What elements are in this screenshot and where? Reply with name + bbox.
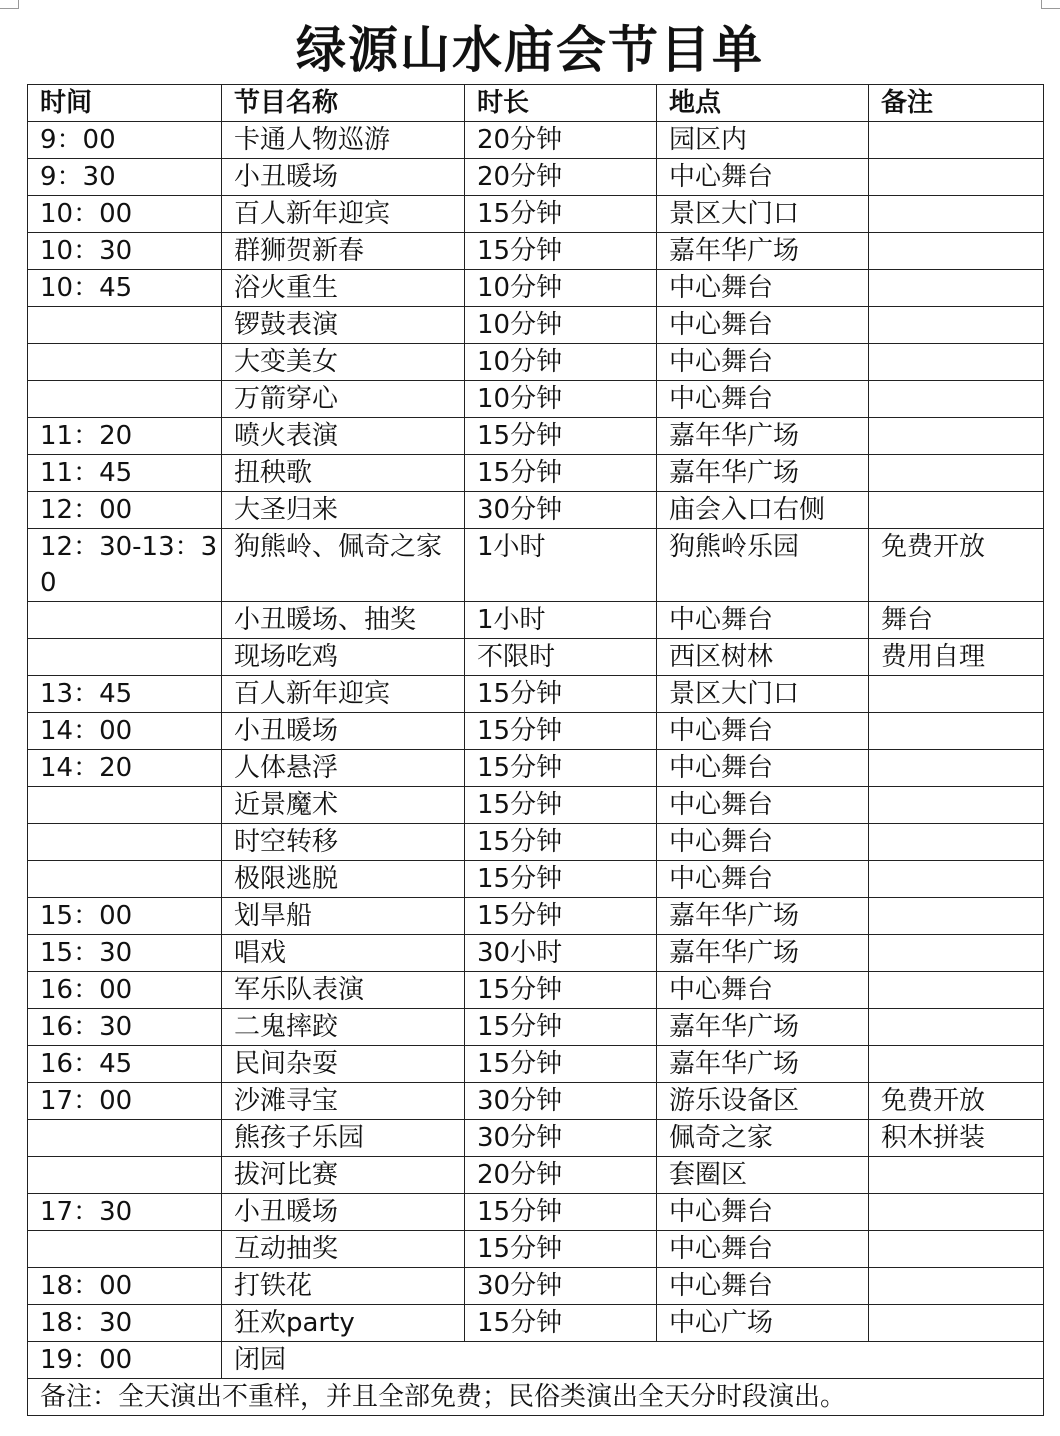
row-note (869, 1194, 1044, 1231)
row-place: 中心舞台 (657, 972, 869, 1009)
row-time: 15：30 (28, 935, 222, 972)
row-place: 狗熊岭乐园 (657, 529, 869, 602)
row-duration: 30分钟 (465, 1120, 657, 1157)
row-place: 嘉年华广场 (657, 233, 869, 270)
row-time (28, 307, 222, 344)
row-program-name: 喷火表演 (222, 418, 465, 455)
row-program-name: 大圣归来 (222, 492, 465, 529)
row-note (869, 381, 1044, 418)
row-time: 14：00 (28, 713, 222, 750)
closing-time: 19：00 (28, 1342, 222, 1379)
row-program-name: 狗熊岭、佩奇之家 (222, 529, 465, 602)
row-place: 中心舞台 (657, 1231, 869, 1268)
row-program-name: 小丑暖场 (222, 159, 465, 196)
table-row (28, 418, 1044, 455)
table-row (28, 861, 1044, 898)
row-place: 中心舞台 (657, 270, 869, 307)
row-time: 15：00 (28, 898, 222, 935)
table-row (28, 270, 1044, 307)
row-place: 中心舞台 (657, 713, 869, 750)
row-time: 9：00 (28, 122, 222, 159)
row-note: 费用自理 (869, 639, 1044, 676)
row-time: 18：00 (28, 1268, 222, 1305)
row-note (869, 676, 1044, 713)
row-time: 16：30 (28, 1009, 222, 1046)
row-duration: 30小时 (465, 935, 657, 972)
row-note (869, 787, 1044, 824)
row-program-name: 军乐队表演 (222, 972, 465, 1009)
row-place: 嘉年华广场 (657, 1046, 869, 1083)
row-note (869, 935, 1044, 972)
row-time: 11：45 (28, 455, 222, 492)
row-note: 积木拼装 (869, 1120, 1044, 1157)
row-time: 10：45 (28, 270, 222, 307)
row-program-name: 狂欢party (222, 1305, 465, 1342)
row-place: 中心舞台 (657, 1268, 869, 1305)
row-note (869, 307, 1044, 344)
row-place: 嘉年华广场 (657, 1009, 869, 1046)
table-row (28, 898, 1044, 935)
row-duration: 30分钟 (465, 1268, 657, 1305)
closing-label: 闭园 (222, 1342, 1044, 1379)
row-time: 14：20 (28, 750, 222, 787)
row-place: 景区大门口 (657, 676, 869, 713)
row-time: 10：30 (28, 233, 222, 270)
column-header-note: 备注 (869, 85, 1044, 122)
table-row (28, 935, 1044, 972)
table-row (28, 1083, 1044, 1120)
row-duration: 不限时 (465, 639, 657, 676)
row-duration: 15分钟 (465, 972, 657, 1009)
row-program-name: 二鬼摔跤 (222, 1009, 465, 1046)
row-note: 舞台 (869, 602, 1044, 639)
table-row (28, 602, 1044, 639)
row-duration: 15分钟 (465, 196, 657, 233)
column-header-duration: 时长 (465, 85, 657, 122)
row-time (28, 602, 222, 639)
row-duration: 15分钟 (465, 233, 657, 270)
row-place: 园区内 (657, 122, 869, 159)
row-note (869, 344, 1044, 381)
row-note (869, 122, 1044, 159)
row-note (869, 1157, 1044, 1194)
table-row (28, 713, 1044, 750)
row-duration: 15分钟 (465, 418, 657, 455)
row-duration: 20分钟 (465, 1157, 657, 1194)
row-place: 嘉年华广场 (657, 898, 869, 935)
row-program-name: 卡通人物巡游 (222, 122, 465, 159)
row-program-name: 打铁花 (222, 1268, 465, 1305)
row-place: 庙会入口右侧 (657, 492, 869, 529)
row-time (28, 381, 222, 418)
table-row (28, 1231, 1044, 1268)
table-row (28, 233, 1044, 270)
row-time (28, 787, 222, 824)
row-time (28, 1157, 222, 1194)
row-program-name: 万箭穿心 (222, 381, 465, 418)
row-program-name: 极限逃脱 (222, 861, 465, 898)
table-header-row (28, 85, 1044, 122)
row-duration: 20分钟 (465, 159, 657, 196)
row-time (28, 861, 222, 898)
row-program-name: 小丑暖场、抽奖 (222, 602, 465, 639)
row-note (869, 159, 1044, 196)
row-time (28, 824, 222, 861)
row-program-name: 时空转移 (222, 824, 465, 861)
row-program-name: 人体悬浮 (222, 750, 465, 787)
footer-note-row (28, 1379, 1044, 1416)
row-duration: 15分钟 (465, 787, 657, 824)
row-time: 13：45 (28, 676, 222, 713)
schedule-body (28, 122, 1044, 1342)
row-duration: 1小时 (465, 529, 657, 602)
table-row (28, 196, 1044, 233)
table-row (28, 381, 1044, 418)
row-program-name: 沙滩寻宝 (222, 1083, 465, 1120)
row-note (869, 713, 1044, 750)
row-note (869, 418, 1044, 455)
row-place: 中心舞台 (657, 861, 869, 898)
row-place: 中心广场 (657, 1305, 869, 1342)
row-place: 中心舞台 (657, 1194, 869, 1231)
corner-mark-right (1041, 0, 1060, 9)
row-note (869, 233, 1044, 270)
table-row (28, 676, 1044, 713)
table-row (28, 455, 1044, 492)
row-note (869, 270, 1044, 307)
row-duration: 30分钟 (465, 492, 657, 529)
row-place: 中心舞台 (657, 307, 869, 344)
row-place: 佩奇之家 (657, 1120, 869, 1157)
row-note: 免费开放 (869, 1083, 1044, 1120)
row-place: 套圈区 (657, 1157, 869, 1194)
row-duration: 15分钟 (465, 750, 657, 787)
row-duration: 15分钟 (465, 455, 657, 492)
table-row (28, 159, 1044, 196)
row-place: 中心舞台 (657, 381, 869, 418)
row-place: 中心舞台 (657, 787, 869, 824)
column-header-place: 地点 (657, 85, 869, 122)
table-row (28, 1305, 1044, 1342)
corner-mark-left (0, 0, 19, 9)
row-duration: 15分钟 (465, 1231, 657, 1268)
closing-row (28, 1342, 1044, 1379)
row-note (869, 1009, 1044, 1046)
row-program-name: 互动抽奖 (222, 1231, 465, 1268)
row-note (869, 1305, 1044, 1342)
row-place: 西区树林 (657, 639, 869, 676)
row-note (869, 824, 1044, 861)
table-row (28, 344, 1044, 381)
table-row (28, 122, 1044, 159)
footer-note: 备注：全天演出不重样，并且全部免费；民俗类演出全天分时段演出。 (28, 1379, 1044, 1416)
row-duration: 15分钟 (465, 676, 657, 713)
row-program-name: 群狮贺新春 (222, 233, 465, 270)
row-time: 12：00 (28, 492, 222, 529)
row-place: 嘉年华广场 (657, 418, 869, 455)
row-time: 10：00 (28, 196, 222, 233)
table-row (28, 529, 1044, 602)
row-note (869, 1231, 1044, 1268)
row-time: 9：30 (28, 159, 222, 196)
table-row (28, 1194, 1044, 1231)
row-duration: 15分钟 (465, 1305, 657, 1342)
row-place: 游乐设备区 (657, 1083, 869, 1120)
row-duration: 30分钟 (465, 1083, 657, 1120)
row-time (28, 1120, 222, 1157)
row-note (869, 492, 1044, 529)
row-time: 17：30 (28, 1194, 222, 1231)
row-duration: 15分钟 (465, 713, 657, 750)
row-program-name: 锣鼓表演 (222, 307, 465, 344)
column-header-time: 时间 (28, 85, 222, 122)
row-duration: 15分钟 (465, 1009, 657, 1046)
row-time: 12：30-13：30 (28, 529, 222, 602)
row-time: 16：00 (28, 972, 222, 1009)
table-row (28, 1268, 1044, 1305)
row-note: 免费开放 (869, 529, 1044, 602)
row-place: 嘉年华广场 (657, 935, 869, 972)
row-program-name: 唱戏 (222, 935, 465, 972)
row-time (28, 344, 222, 381)
table-row (28, 750, 1044, 787)
row-duration: 15分钟 (465, 861, 657, 898)
row-note (869, 972, 1044, 1009)
row-duration: 10分钟 (465, 307, 657, 344)
row-program-name: 划旱船 (222, 898, 465, 935)
row-duration: 15分钟 (465, 898, 657, 935)
row-program-name: 大变美女 (222, 344, 465, 381)
row-place: 嘉年华广场 (657, 455, 869, 492)
row-place: 中心舞台 (657, 750, 869, 787)
row-time: 16：45 (28, 1046, 222, 1083)
row-place: 中心舞台 (657, 824, 869, 861)
row-note (869, 455, 1044, 492)
table-row (28, 824, 1044, 861)
table-row (28, 1009, 1044, 1046)
table-row (28, 1046, 1044, 1083)
row-duration: 20分钟 (465, 122, 657, 159)
row-time: 17：00 (28, 1083, 222, 1120)
table-row (28, 307, 1044, 344)
table-row (28, 1120, 1044, 1157)
row-program-name: 现场吃鸡 (222, 639, 465, 676)
row-time (28, 1231, 222, 1268)
row-program-name: 百人新年迎宾 (222, 676, 465, 713)
row-duration: 10分钟 (465, 381, 657, 418)
row-place: 景区大门口 (657, 196, 869, 233)
column-header-name: 节目名称 (222, 85, 465, 122)
row-time: 11：20 (28, 418, 222, 455)
row-time (28, 639, 222, 676)
row-place: 中心舞台 (657, 602, 869, 639)
row-place: 中心舞台 (657, 344, 869, 381)
row-program-name: 近景魔术 (222, 787, 465, 824)
row-program-name: 民间杂耍 (222, 1046, 465, 1083)
row-note (869, 1268, 1044, 1305)
row-note (869, 196, 1044, 233)
table-row (28, 1157, 1044, 1194)
row-duration: 1小时 (465, 602, 657, 639)
schedule-table (27, 84, 1044, 1416)
table-row (28, 492, 1044, 529)
row-note (869, 1046, 1044, 1083)
row-program-name: 熊孩子乐园 (222, 1120, 465, 1157)
row-program-name: 小丑暖场 (222, 713, 465, 750)
row-duration: 15分钟 (465, 1046, 657, 1083)
page-title: 绿源山水庙会节目单 (296, 21, 764, 79)
row-program-name: 扭秧歌 (222, 455, 465, 492)
row-note (869, 861, 1044, 898)
row-program-name: 百人新年迎宾 (222, 196, 465, 233)
table-row (28, 639, 1044, 676)
row-program-name: 拔河比赛 (222, 1157, 465, 1194)
row-note (869, 750, 1044, 787)
row-duration: 10分钟 (465, 344, 657, 381)
row-program-name: 浴火重生 (222, 270, 465, 307)
row-program-name: 小丑暖场 (222, 1194, 465, 1231)
row-duration: 15分钟 (465, 1194, 657, 1231)
row-note (869, 898, 1044, 935)
row-duration: 15分钟 (465, 824, 657, 861)
table-row (28, 787, 1044, 824)
row-place: 中心舞台 (657, 159, 869, 196)
row-duration: 10分钟 (465, 270, 657, 307)
row-time: 18：30 (28, 1305, 222, 1342)
table-row (28, 972, 1044, 1009)
